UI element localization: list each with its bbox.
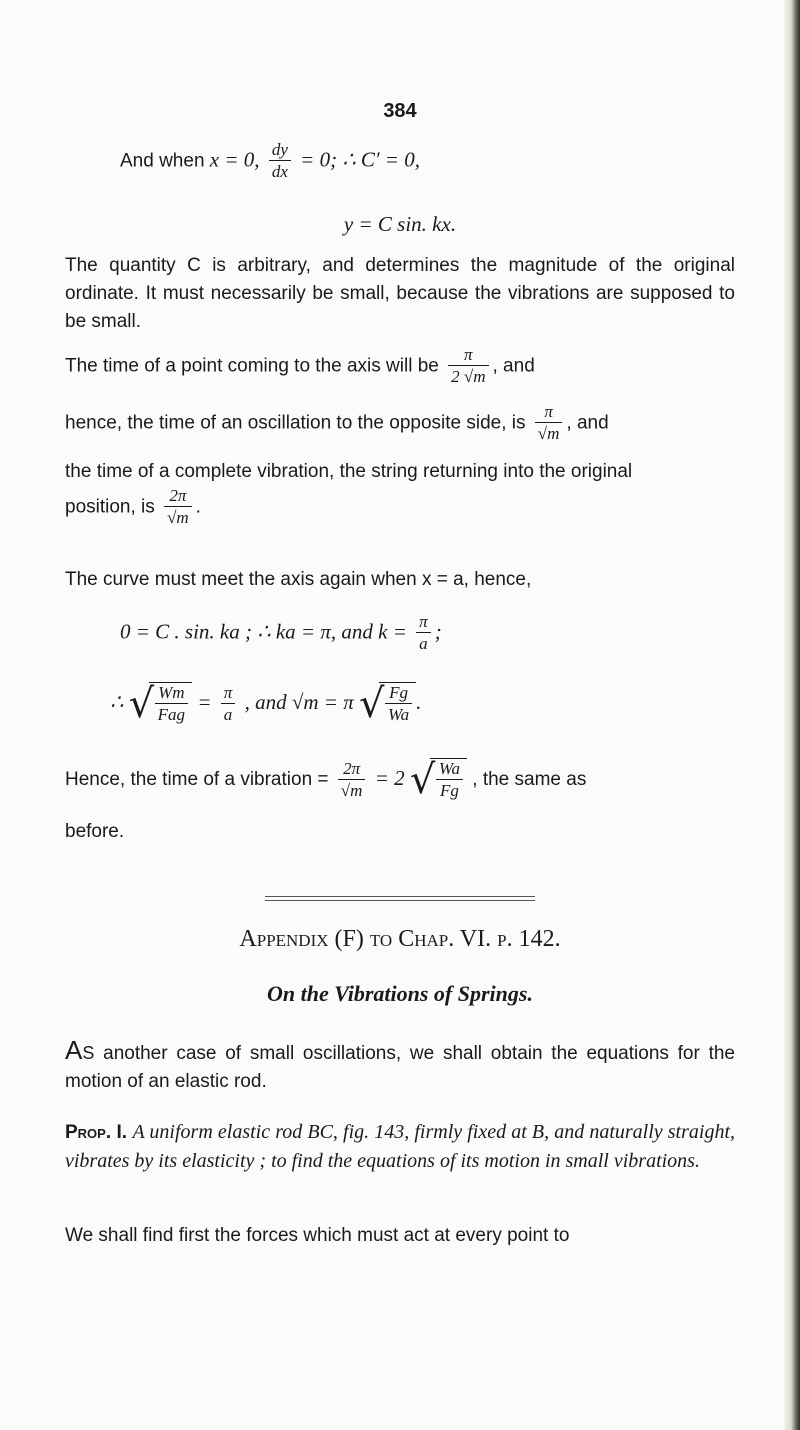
proposition-label: Prop. I.	[65, 1122, 128, 1143]
eq1-x0: x = 0,	[209, 147, 260, 172]
equation-5-continuation: before.	[65, 821, 125, 842]
paragraph-1: The quantity C is arbitrary, and determines the magnitude of the original ordinate. It must necessarily be small, because the vibrations are supposed to be small.	[65, 255, 735, 332]
fraction-pi-over-2-root-m: $\frac{\pi}{2 √m}$	[448, 345, 488, 388]
equation-1	[120, 140, 680, 183]
appendix-intro: As another case of small oscillations, we shall obtain the equations for the motion of an elastic rod.	[65, 1035, 735, 1092]
page-number: 384	[383, 100, 417, 122]
closing-line: We shall find first the forces which must act at every point to	[65, 1225, 570, 1246]
paragraph-2-line-1: The time of a point coming to the axis will be $\frac{\pi}{2 √m}$ , and	[65, 345, 535, 386]
equation-5: Hence, the time of a vibration = $\frac{2\pi}{√m}$ = 2 √ $\frac{Wa}{Fg}$ , the same as	[65, 757, 587, 803]
appendix-title: Appendix (F) to Chap. VI. p. 142.	[239, 926, 561, 952]
eq4-radical-2: √ $\frac{Fg}{Wa}$	[359, 682, 416, 726]
equation-4: ∴ √ $\frac{Wm}{\text{Fag}}$ = $\frac{\pi}{a}$ , and √m = π √ $\frac{Fg}{Wa}$ .	[110, 681, 422, 727]
paragraph-2-line-3: the time of a complete vibration, the string returning into the original	[65, 461, 633, 482]
appendix-subtitle: On the Vibrations of Springs.	[267, 981, 533, 1006]
paragraph-3: The curve must meet the axis again when x = a, hence,	[65, 569, 532, 590]
fraction-2pi-over-root-m: $\frac{2\pi}{√m}$	[164, 486, 192, 529]
section-rule-bottom	[265, 900, 535, 901]
intro-initial: As	[65, 1035, 95, 1065]
eq1-fraction: $\frac{dy}{dx}$	[269, 140, 291, 183]
eq5-radical: √ $\frac{Wa}{Fg}$	[410, 758, 467, 802]
paragraph-2-line-4: position, is $\frac{2\pi}{√m}$ .	[65, 486, 201, 527]
eq5-fraction: $\frac{2\pi}{√m}$	[338, 759, 366, 802]
equation-2: y = C sin. kx.	[343, 212, 457, 236]
section-rule-top	[265, 896, 535, 897]
eq3-fraction: $\frac{\pi}{a}$	[416, 612, 431, 655]
equation-3: 0 = C . sin. ka ; ∴ ka = π, and k = $\frac{\pi}{a}$ ;	[120, 612, 442, 653]
eq4-radical-1: √ $\frac{Wm}{\text{Fag}}$	[129, 682, 192, 726]
eq1-lead: And when	[120, 150, 205, 172]
proposition-1	[65, 1118, 735, 1176]
paragraph-2-line-2: hence, the time of an oscillation to the opposite side, is $\frac{\pi}{√m}$ , and	[65, 402, 609, 443]
proposition-text: A uniform elastic rod BC, fig. 143, firmly fixed at B, and naturally straight, vibrates by its elasticity ; to find the equations of its motion in small vibrations.	[65, 1121, 735, 1172]
eq4-fraction: $\frac{\pi}{a}$	[221, 683, 236, 726]
eq1-rhs: = 0; ∴ C′ = 0,	[300, 147, 420, 172]
fraction-pi-over-root-m: $\frac{\pi}{√m}$	[535, 402, 563, 445]
